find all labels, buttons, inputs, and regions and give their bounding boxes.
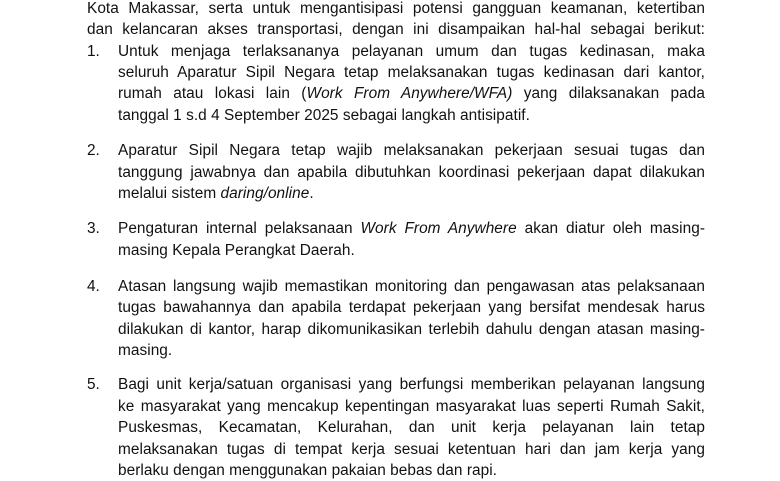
list-item-text: Atasan langsung wajib memastikan monitoring dan pengawasan atas pelaksanaan: [118, 278, 705, 295]
list-item-text: [118, 84, 705, 104]
list-item-text: berlaku dengan menggunakan pakaian bebas dan rapi.: [118, 462, 498, 479]
list-item-text: melaksanakan tugas di tempat kerja sesuai ketentuan hari dan jam kerja yang: [118, 441, 705, 458]
list-item-text: tanggung jawabnya dan apabila dibutuhkan koordinasi pekerjaan dapat dilakukan: [118, 164, 705, 181]
list-item-text: Bagi unit kerja/satuan organisasi yang berfungsi memberikan pelayanan langsung: [118, 376, 705, 393]
italic-text: Work From Anywhere: [360, 220, 517, 237]
list-item-number: 4.: [87, 278, 100, 295]
list-item-text: dilakukan di kantor, harap dikomunikasikan terlebih dahulu dengan atasan masing-: [118, 321, 705, 338]
text-run: melalui sistem: [118, 185, 221, 202]
list-item-number: 2.: [87, 142, 100, 159]
list-item-number: 3.: [87, 220, 100, 237]
list-item-number: 1.: [87, 43, 100, 60]
list-item-text: ke masyarakat yang mencakup kepentingan masyarakat luas seperti Rumah Sakit,: [118, 398, 705, 415]
list-item-text: [118, 184, 314, 204]
list-item-text: Aparatur Sipil Negara tetap wajib melaksanakan pekerjaan sesuai tugas dan: [118, 142, 705, 159]
text-run: Pengaturan internal pelaksanaan: [118, 220, 361, 237]
text-run: .: [309, 185, 314, 202]
list-item-number: 5.: [87, 376, 100, 393]
text-run: akan diatur oleh masing-: [516, 220, 705, 237]
italic-text: daring/online: [220, 185, 310, 202]
intro-line: Kota Makassar, serta untuk mengantisipasi potensi gangguan keamanan, ketertiban: [87, 0, 705, 17]
list-item-text: Puskesmas, Kecamatan, Kelurahan, dan unit kerja pelayanan lain tetap: [118, 419, 705, 436]
text-run: yang dilaksanakan pada: [512, 85, 705, 102]
list-item-text: [118, 219, 705, 239]
list-item-text: seluruh Aparatur Sipil Negara tetap melaksanakan tugas kedinasan dari kantor,: [118, 64, 705, 81]
list-item-text: Untuk menjaga terlaksananya pelayanan umum dan tugas kedinasan, maka: [118, 43, 705, 60]
list-item-text: masing Kepala Perangkat Daerah.: [118, 242, 355, 259]
list-item-text: tanggal 1 s.d 4 September 2025 sebagai langkah antisipatif.: [118, 107, 530, 124]
text-run: rumah atau lokasi lain (: [118, 85, 307, 102]
italic-text: Work From Anywhere/WFA): [306, 85, 513, 102]
list-item-text: masing.: [118, 342, 173, 359]
intro-line: dan kelancaran akses transportasi, dengan ini disampaikan hal-hal sebagai berikut:: [87, 21, 705, 38]
list-item-text: tugas bawahannya dan apabila terdapat pekerjaan yang bersifat mendesak harus: [118, 299, 705, 316]
